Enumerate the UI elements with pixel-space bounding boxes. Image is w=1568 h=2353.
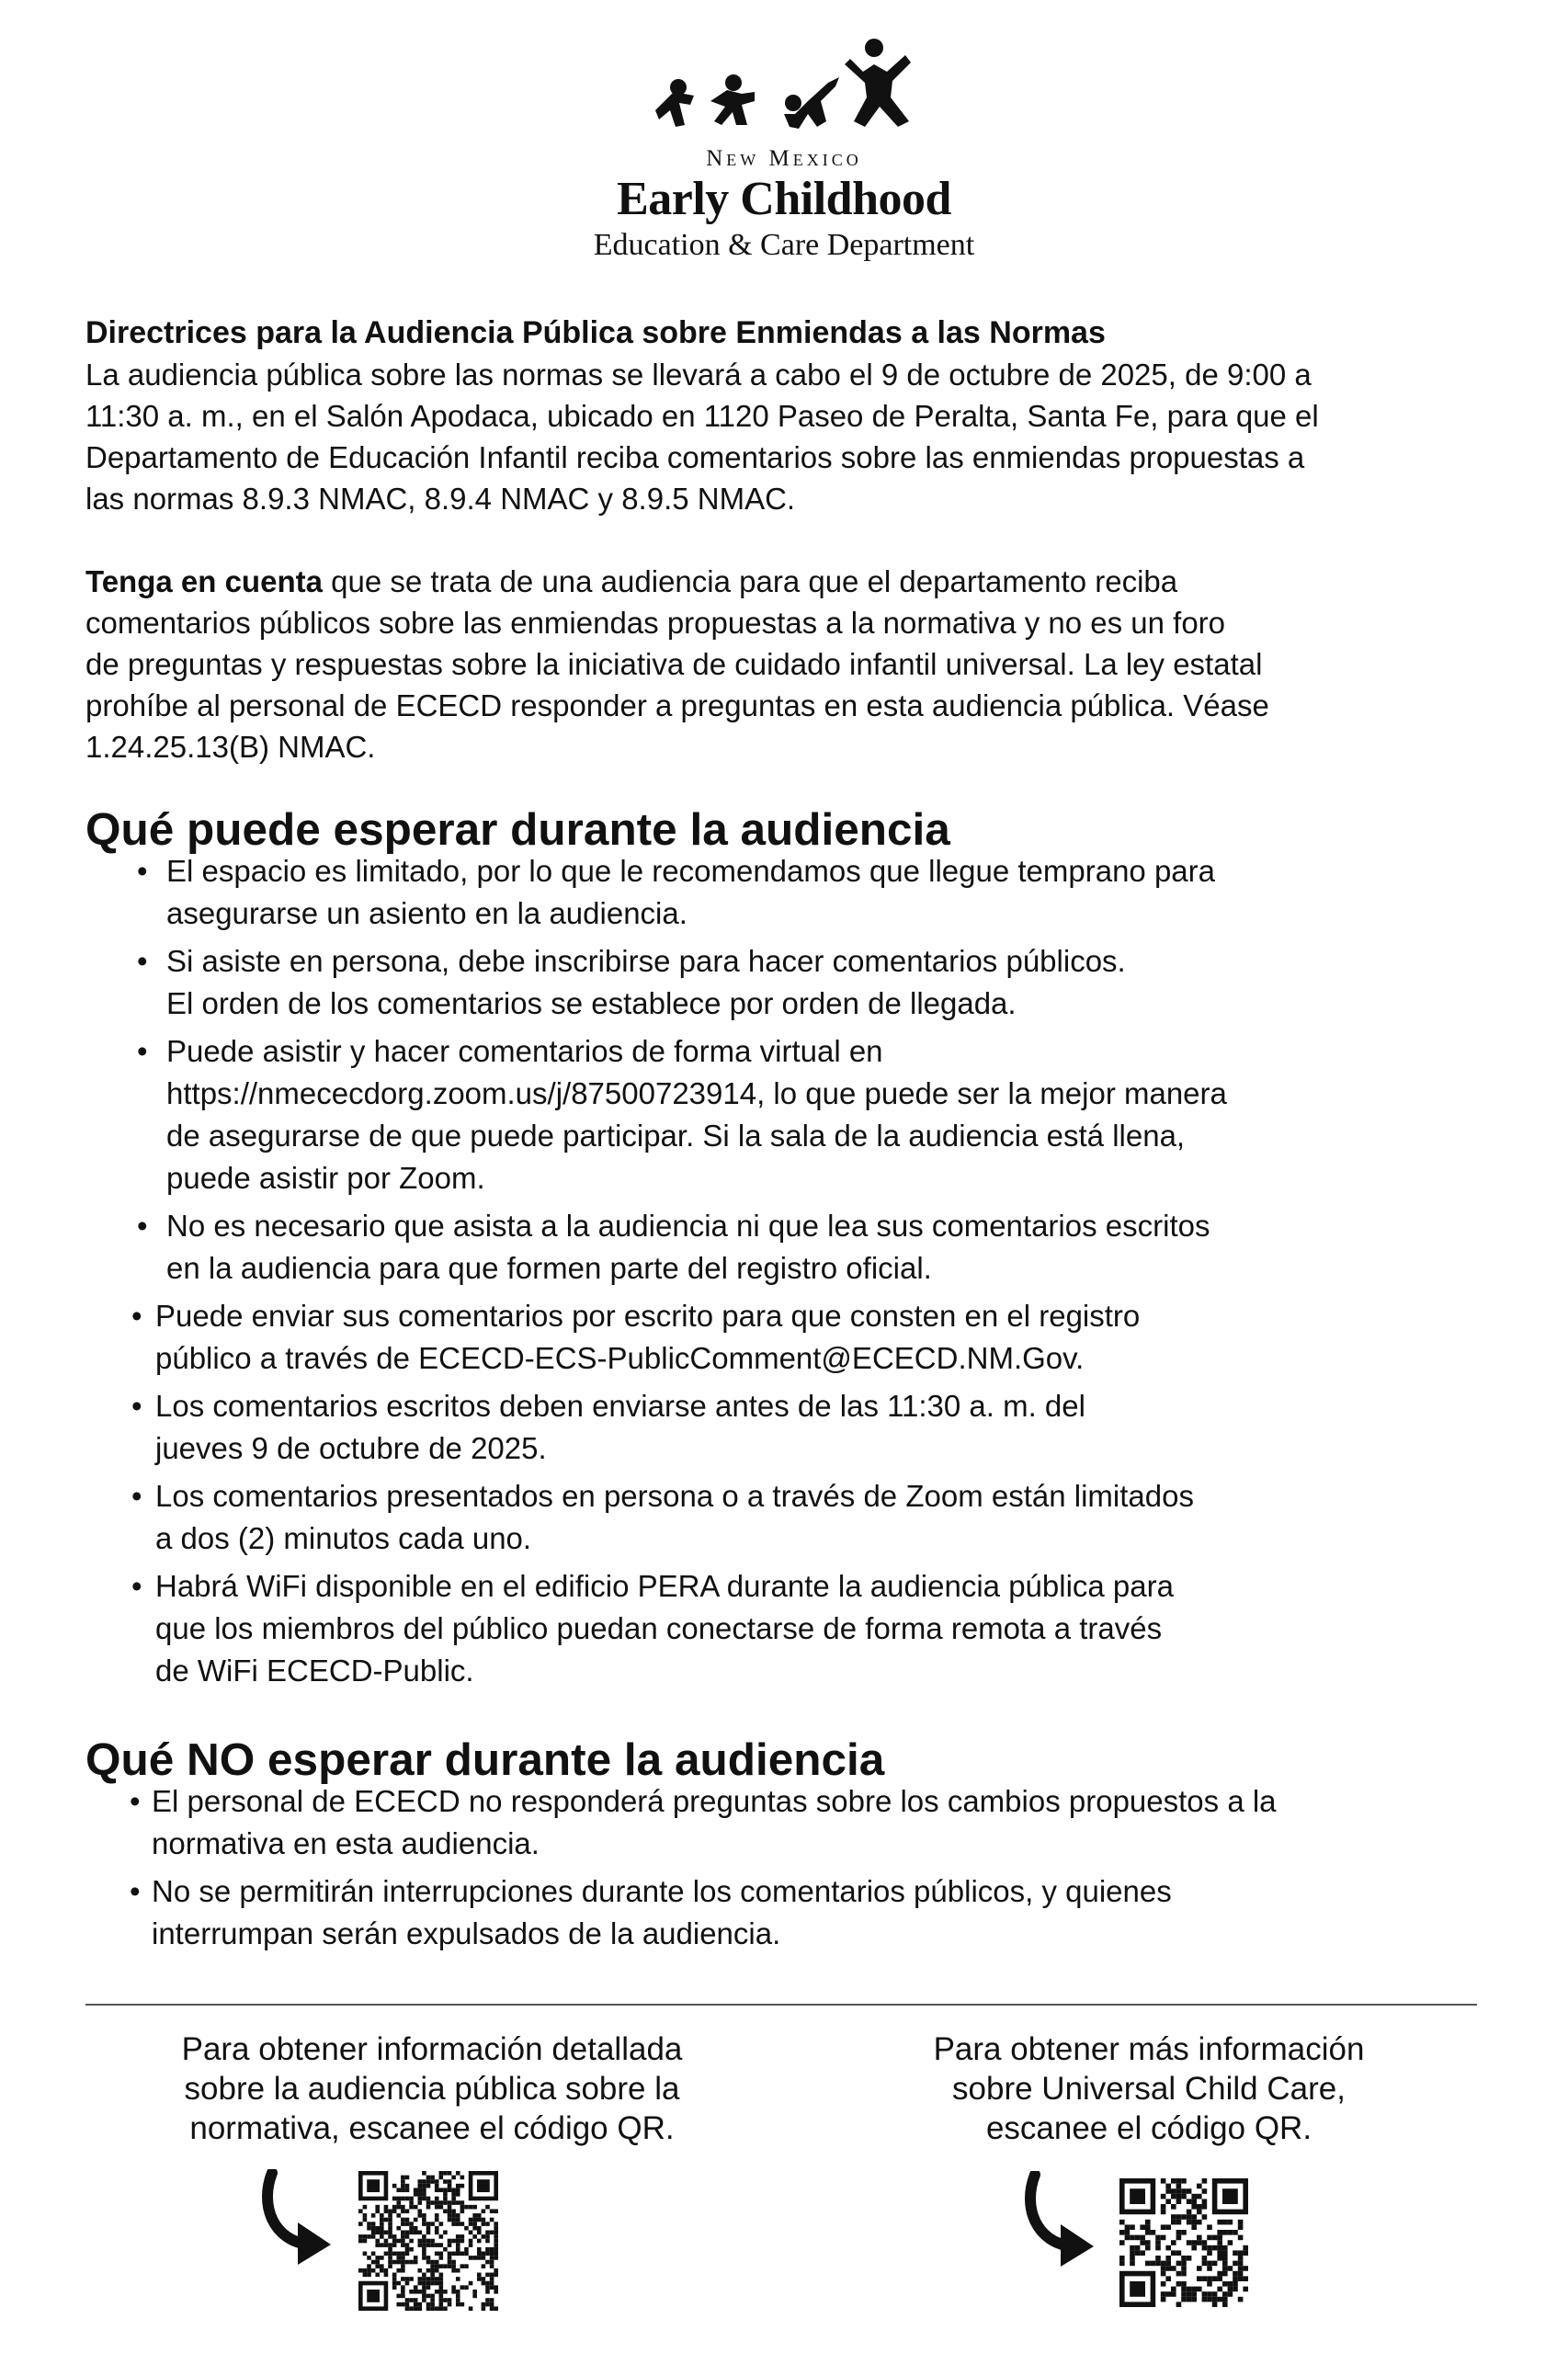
qr-code-icon[interactable] [358,2171,498,2311]
section-heading-not-expect: Qué NO esperar durante la audiencia [85,1734,885,1785]
bullet-line: El orden de los comentarios se establece por orden de llegada. [166,986,1017,1020]
bullet-icon: • [137,1209,148,1243]
bullet-icon: • [137,944,148,978]
email-link[interactable]: público a través de ECECD-ECS-PublicComment@ECECD.NM.Gov. [155,1341,1085,1375]
bullet-line: que los miembros del público puedan conectarse de forma remota a través [155,1611,1163,1645]
bullet-line: jueves 9 de octubre de 2025. [155,1431,547,1465]
bullet-line: Los comentarios presentados en persona o a través de Zoom están limitados [155,1479,1194,1513]
bullet-icon: • [131,1299,142,1333]
intro-line: Departamento de Educación Infantil reciba comentarios sobre las enmiendas propuestas a [85,440,1305,474]
list-item [85,850,1483,935]
footer-right [827,2029,1471,2148]
note-line: que se trata de una audiencia para que el departamento reciba [322,564,1178,598]
note-line: prohíbe al personal de ECECD responder a preguntas en esta audiencia pública. Véase [85,688,1269,722]
zoom-link[interactable]: https://nmececdorg.zoom.us/j/87500723914, lo que puede ser la mejor manera [166,1076,1227,1110]
intro-paragraph [85,354,1483,519]
bullet-line: normativa en esta audiencia. [152,1826,540,1860]
intro-line: las normas 8.9.3 NMAC, 8.9.4 NMAC y 8.9.5 NMAC. [85,482,796,516]
list-item [85,1030,1483,1199]
page-title: Directrices para la Audiencia Pública sobre Enmiendas a las Normas [85,315,1106,350]
expect-list [85,850,1483,1290]
bullet-line: puede asistir por Zoom. [166,1161,485,1195]
children-figures-icon [646,37,922,138]
footer-left [110,2029,754,2148]
bullet-icon: • [131,1389,142,1423]
bullet-line: de asegurarse de que puede participar. Si la sala de la audiencia está llena, [166,1119,1186,1153]
bullet-line: El personal de ECECD no responderá preguntas sobre los cambios propuestos a la [152,1784,1277,1818]
footer-right-line: escanee el código QR. [985,2110,1312,2146]
expect-list-continued [85,1295,1483,1692]
footer-left-line: normativa, escanee el código QR. [189,2110,675,2146]
bullet-line: Puede enviar sus comentarios por escrito para que consten en el registro [155,1299,1141,1333]
bullet-icon: • [131,1479,142,1513]
footer-left-line: sobre la audiencia pública sobre la [184,2071,680,2107]
section-heading-expect: Qué puede esperar durante la audiencia [85,804,950,855]
bullet-icon: • [131,1569,142,1603]
note-lead: Tenga en cuenta [85,564,323,598]
footer-divider [85,2004,1477,2006]
bullet-line: El espacio es limitado, por lo que le recomendamos que llegue temprano para [166,854,1215,888]
main-content [85,313,1483,1961]
bullet-icon: • [130,1784,141,1818]
note-line: 1.24.25.13(B) NMAC. [85,730,376,764]
intro-line: La audiencia pública sobre las normas se llevará a cabo el 9 de octubre de 2025, de 9:00 a [85,358,1312,392]
bullet-line: Puede asistir y hacer comentarios de forma virtual en [166,1034,883,1068]
list-item [85,1385,1483,1470]
bullet-icon: • [137,854,148,888]
bullet-line: asegurarse un asiento en la audiencia. [166,896,687,930]
bullet-line: No es necesario que asista a la audiencia ni que lea sus comentarios escritos [166,1209,1210,1243]
note-paragraph [85,561,1483,767]
not-expect-list [85,1780,1483,1955]
bullet-line: No se permitirán interrupciones durante los comentarios públicos, y quienes [152,1874,1172,1908]
list-item [85,1475,1483,1560]
list-item [85,1205,1483,1290]
list-item [85,1295,1483,1380]
bullet-line: Si asiste en persona, debe inscribirse para hacer comentarios públicos. [166,944,1126,978]
footer-left-line: Para obtener información detallada [181,2031,683,2067]
brand-name: Early Childhood [617,173,951,225]
list-item [85,1780,1483,1865]
bullet-line: interrumpan serán expulsados de la audiencia. [152,1916,781,1950]
bullet-line: de WiFi ECECD-Public. [155,1654,474,1688]
intro-line: 11:30 a. m., en el Salón Apodaca, ubicado en 1120 Paseo de Peralta, Santa Fe, para que el [85,399,1319,433]
brand-state: New Mexico [706,146,862,171]
curved-arrow-icon [256,2169,338,2270]
logo-block [0,37,1568,265]
list-item [85,940,1483,1025]
qr-code-icon[interactable] [1119,2178,1248,2307]
bullet-icon: • [130,1874,141,1908]
footer-right-line: sobre Universal Child Care, [952,2071,1346,2107]
bullet-line: en la audiencia para que formen parte del registro oficial. [166,1251,932,1285]
brand-department: Education & Care Department [593,228,975,262]
bullet-line: Habrá WiFi disponible en el edificio PERA durante la audiencia pública para [155,1569,1174,1603]
curved-arrow-icon [1018,2171,1101,2272]
note-line: comentarios públicos sobre las enmiendas propuestas a la normativa y no es un foro [85,606,1226,640]
bullet-line: a dos (2) minutos cada uno. [155,1521,532,1555]
bullet-line: Los comentarios escritos deben enviarse antes de las 11:30 a. m. del [155,1389,1085,1423]
list-item [85,1870,1483,1955]
bullet-icon: • [137,1034,148,1068]
list-item [85,1565,1483,1692]
note-line: de preguntas y respuestas sobre la iniciativa de cuidado infantil universal. La ley estatal [85,647,1263,681]
footer-right-line: Para obtener más información [933,2031,1365,2067]
